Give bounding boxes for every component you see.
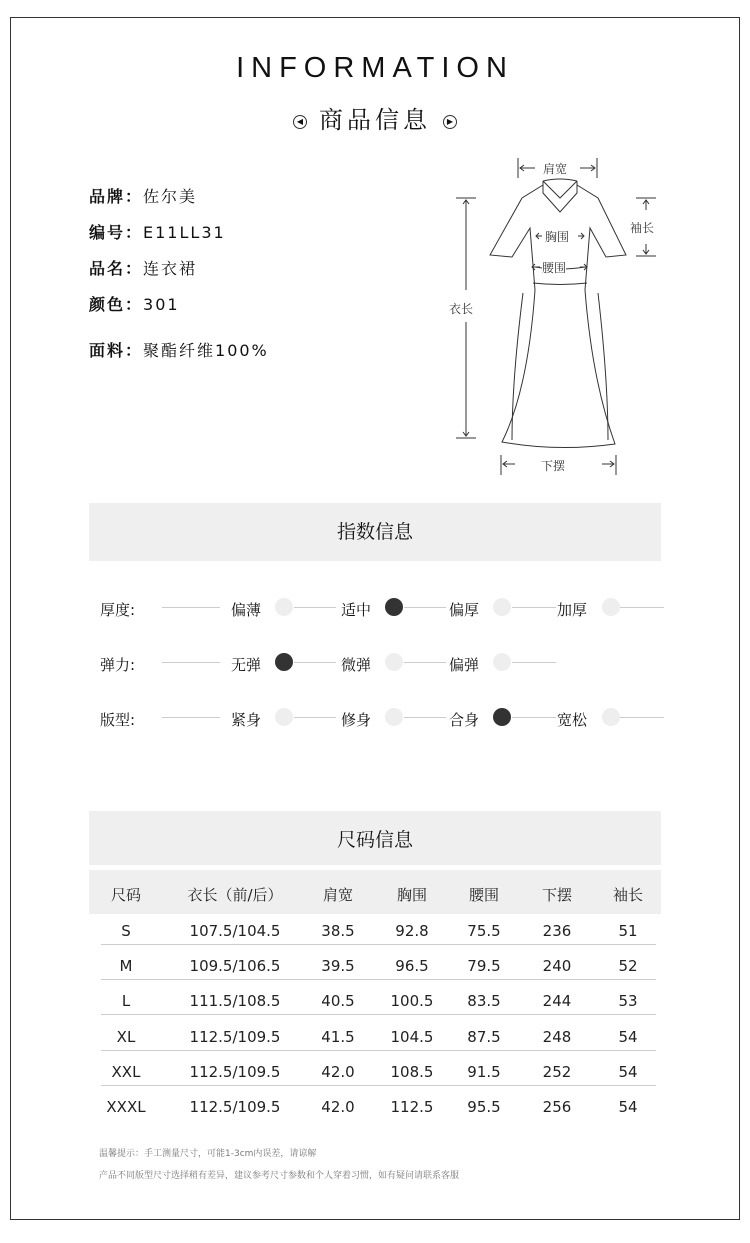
fabric-value: 聚酯纤维100%: [143, 341, 269, 360]
size-header-cell: 肩宽: [322, 886, 353, 904]
size-cell: XL: [116, 1028, 136, 1046]
elasticity-label: 弹力:: [100, 656, 136, 674]
size-header-cell: 袖长: [612, 886, 643, 904]
row-divider: [101, 1085, 656, 1086]
fit-dot: [602, 708, 620, 726]
fit-option: 紧身: [231, 711, 262, 729]
row-divider: [101, 979, 656, 980]
elasticity-dot: [493, 653, 511, 671]
size-cell: 112.5: [390, 1098, 434, 1116]
fit-dot-selected: [493, 708, 511, 726]
elasticity-option: 微弹: [341, 656, 372, 674]
size-cell: 244: [542, 992, 572, 1010]
length-label: 衣长: [449, 302, 474, 316]
size-cell: 112.5/109.5: [189, 1063, 281, 1081]
fit-option: 修身: [341, 711, 372, 729]
size-cell: 111.5/108.5: [189, 992, 281, 1010]
elasticity-option: 无弹: [231, 656, 262, 674]
size-cell: M: [119, 957, 133, 975]
size-cell: 54: [618, 1098, 638, 1116]
fabric-row: [89, 338, 269, 361]
size-cell: XXL: [111, 1063, 141, 1081]
size-cell: 39.5: [321, 957, 355, 975]
page-title: INFORMATION: [236, 52, 514, 84]
color-value: 301: [143, 295, 180, 314]
thickness-option: 偏薄: [231, 601, 262, 619]
size-cell: XXXL: [106, 1098, 146, 1116]
index-title: 指数信息: [89, 503, 661, 561]
thickness-option: 加厚: [557, 601, 588, 619]
name-value: 连衣裙: [143, 259, 198, 278]
elasticity-dot: [385, 653, 403, 671]
size-cell: 256: [542, 1098, 572, 1116]
note-line-2: 产品不同版型尺寸选择稍有差异，建议参考尺寸参数和个人穿着习惯，如有疑问请联系客服: [99, 1171, 460, 1181]
name-label: 品名：: [89, 259, 144, 278]
waist-label: 腰围: [542, 261, 567, 275]
size-cell: 100.5: [390, 992, 434, 1010]
size-cell: 41.5: [321, 1028, 355, 1046]
left-arrow-icon: ◀: [293, 115, 307, 129]
fit-dot: [385, 708, 403, 726]
size-header-cell: 尺码: [110, 886, 141, 904]
name-row: [89, 256, 197, 279]
row-divider: [101, 1014, 656, 1015]
fit-label: 版型:: [100, 711, 136, 729]
size-cell: 109.5/106.5: [189, 957, 281, 975]
size-header-cell: 下摆: [541, 886, 572, 904]
size-cell: 104.5: [390, 1028, 434, 1046]
size-cell: 51: [618, 922, 638, 940]
fabric-label: 面料：: [89, 341, 144, 360]
size-header-cell: 衣长（前/后）: [187, 886, 283, 904]
size-cell: 87.5: [467, 1028, 501, 1046]
thickness-dot: [493, 598, 511, 616]
size-cell: 52: [618, 957, 638, 975]
hem-label: 下摆: [541, 459, 566, 473]
brand-row: [89, 184, 197, 207]
shoulder-label: 肩宽: [543, 162, 568, 176]
color-row: [89, 292, 180, 315]
thickness-dot: [602, 598, 620, 616]
size-cell: S: [121, 922, 131, 940]
size-cell: 54: [618, 1028, 638, 1046]
thickness-label: 厚度:: [100, 601, 136, 619]
dress-outline-icon: [440, 150, 680, 485]
size-cell: 91.5: [467, 1063, 501, 1081]
note-line-1: 温馨提示：手工测量尺寸，可能1-3cm内误差，请谅解: [99, 1149, 317, 1159]
chest-label: 胸围: [545, 230, 570, 244]
size-cell: 95.5: [467, 1098, 501, 1116]
size-cell: 40.5: [321, 992, 355, 1010]
right-arrow-icon: ▶: [443, 115, 457, 129]
size-cell: 252: [542, 1063, 572, 1081]
size-header-cell: 腰围: [468, 886, 499, 904]
thickness-dot-selected: [385, 598, 403, 616]
row-divider: [101, 944, 656, 945]
elasticity-dot-selected: [275, 653, 293, 671]
size-header-cell: 胸围: [396, 886, 427, 904]
size-cell: 42.0: [321, 1063, 355, 1081]
size-cell: 79.5: [467, 957, 501, 975]
thickness-option: 适中: [341, 601, 372, 619]
size-cell: 240: [542, 957, 572, 975]
brand-value: 佐尔美: [143, 187, 198, 206]
size-cell: 92.8: [395, 922, 429, 940]
fit-option: 合身: [449, 711, 480, 729]
size-cell: 96.5: [395, 957, 429, 975]
thickness-dot: [275, 598, 293, 616]
fit-dot: [275, 708, 293, 726]
size-cell: 248: [542, 1028, 572, 1046]
size-cell: 38.5: [321, 922, 355, 940]
size-cell: 75.5: [467, 922, 501, 940]
size-cell: 42.0: [321, 1098, 355, 1116]
size-cell: 108.5: [390, 1063, 434, 1081]
fit-option: 宽松: [557, 711, 588, 729]
page-subtitle: [0, 100, 750, 135]
thickness-option: 偏厚: [449, 601, 480, 619]
code-value: E11LL31: [143, 223, 226, 242]
size-cell: 107.5/104.5: [189, 922, 281, 940]
brand-label: 品牌：: [89, 187, 144, 206]
subtitle-text: 商品信息: [319, 106, 431, 134]
size-title: 尺码信息: [89, 811, 661, 865]
size-cell: 53: [618, 992, 638, 1010]
size-cell: 236: [542, 922, 572, 940]
size-cell: 83.5: [467, 992, 501, 1010]
size-cell: L: [121, 992, 131, 1010]
sleeve-label: 袖长: [630, 221, 655, 235]
row-divider: [101, 1050, 656, 1051]
size-cell: 112.5/109.5: [189, 1028, 281, 1046]
size-cell: 54: [618, 1063, 638, 1081]
code-label: 编号：: [89, 223, 144, 242]
dress-diagram: [440, 150, 680, 485]
color-label: 颜色：: [89, 295, 144, 314]
size-cell: 112.5/109.5: [189, 1098, 281, 1116]
code-row: [89, 220, 226, 243]
elasticity-option: 偏弹: [449, 656, 480, 674]
